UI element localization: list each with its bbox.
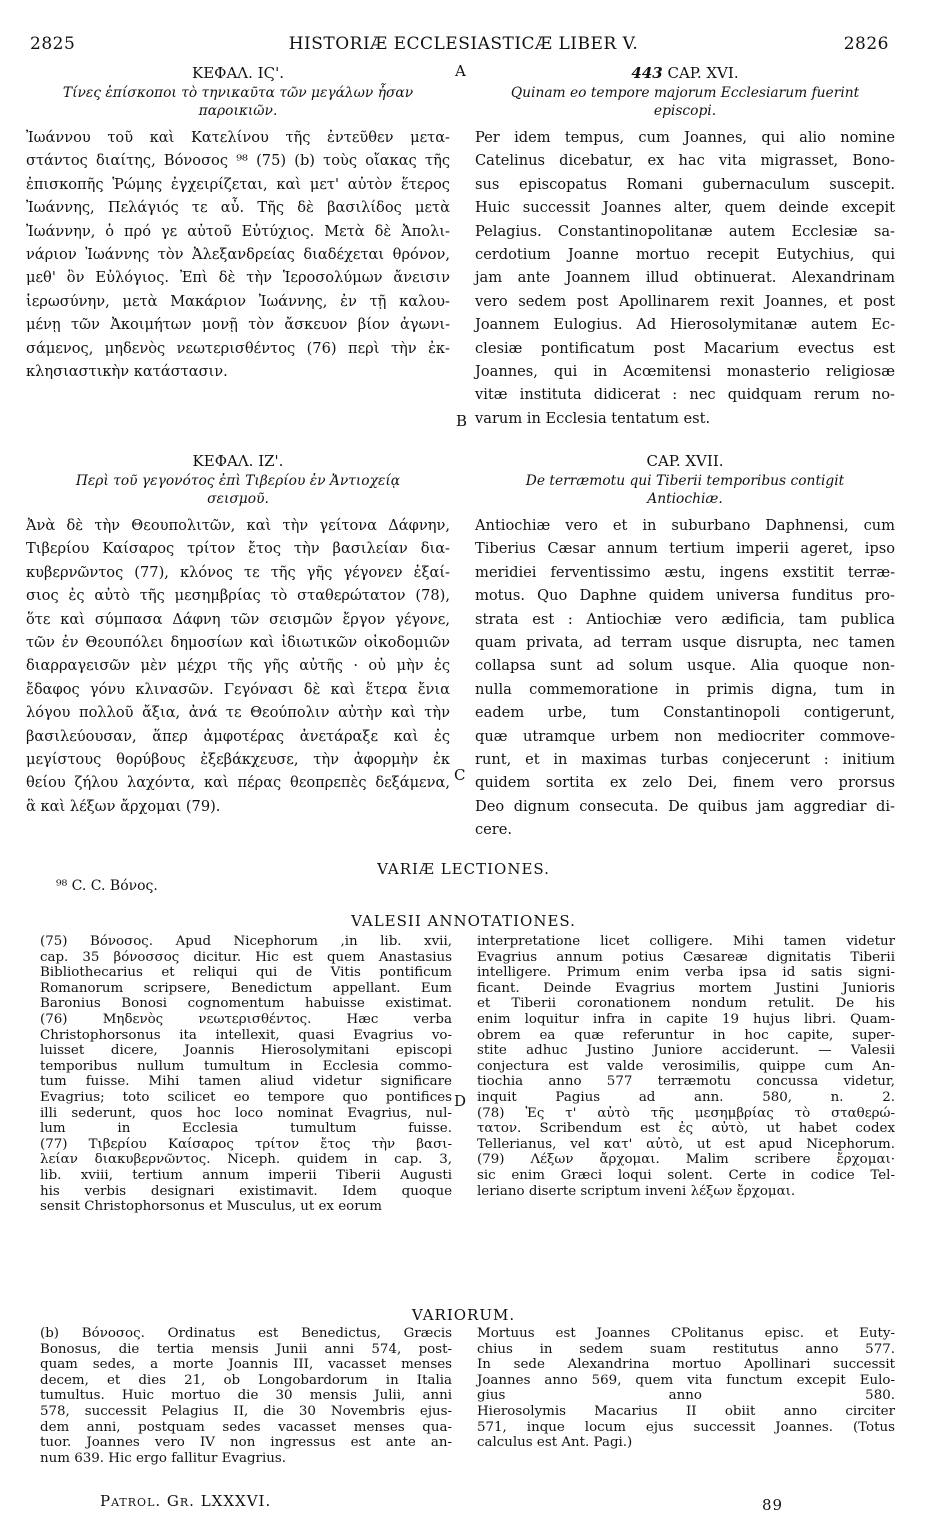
page-number-right: 2826 — [843, 34, 889, 54]
text-line: Pelagius. Constantinopolitanæ autem Ecclesiæ sa- — [475, 222, 895, 240]
annotation-line: (b) Βόνοσος. Ordinatus est Benedictus, Græcis — [40, 1326, 452, 1341]
annotation-line: tiochia anno 577 terræmotu concussa videtur, — [477, 1074, 895, 1090]
text-line: ὅτε καὶ σύμπασα Δάφνη τῶν σεισμῶν ἔργον γέγονε, — [26, 610, 450, 628]
margin-letter-a: A — [455, 62, 466, 80]
text-line: θείου ζήλου λαχόντα, καὶ πέρας θεοπρεπὲς δεξάμενα, — [26, 774, 450, 792]
text-line: quæ utramque urbem non mediocriter commove- — [475, 727, 895, 745]
variorum-right-column — [477, 1326, 895, 1451]
annotation-line: sic enim Græci loqui solent. Certe in codice Tel- — [477, 1167, 895, 1183]
text-line: Ἰωάννου τοῦ καὶ Κατελίνου τῆς ἐντεῦθεν μετα- — [26, 129, 450, 146]
valesii-right-column — [477, 934, 895, 1199]
annotation-line: quam sedes, a morte Joannis III, vacasset menses — [40, 1357, 452, 1373]
annotation-line: enim loquitur infra in capite 19 hujus libri. Quam- — [477, 1011, 895, 1027]
text-line: eadem urbe, tum Constantinopoli contigerunt, — [475, 704, 895, 722]
valesii-left-column — [40, 934, 452, 1215]
cap17-greek-heading: ΚΕΦΑΛ. ΙΖ'. — [192, 452, 284, 470]
text-line: νάριον Ἰωάννης τὸν Ἀλεξανδρείας διαδέχεται θρόνον, — [26, 246, 450, 264]
text-line: sus episcopatus Romani gubernaculum suscepit. — [475, 175, 895, 193]
margin-letter-b: B — [456, 412, 468, 430]
text-line: Per idem tempus, cum Joannes, qui alio nomine — [475, 129, 895, 146]
text-line: Catelinus dicebatur, ex hac vita migrasset, Bono- — [475, 152, 895, 170]
annotation-line: interpretatione licet colligere. Mihi tamen videtur — [477, 934, 895, 949]
text-line: ἔδαφος γόνυ κλινασῶν. Γεγόνασι δὲ καὶ ἕτερα ἔνια — [26, 680, 450, 698]
text-line: σάμενος, μηδενὸς νεωτερισθέντος (76) περὶ τὴν ἐκ- — [26, 339, 450, 357]
annotation-line: Tellerianus, vel κατ' αὐτὸ, ut est apud Nicephorum. — [477, 1136, 895, 1152]
cap17-greek-subtitle-2: σεισμοῦ. — [207, 491, 269, 507]
text-line: μεγίστους θορύβους ἐξεβάκχευσε, τὴν ἀφορμὴν ἐκ — [26, 751, 450, 769]
annotation-line: temporibus nullum tumultum in Ecclesia commo- — [40, 1058, 452, 1074]
cap16-latin-subtitle-2: episcopi. — [653, 103, 717, 119]
text-line: Ἀνὰ δὲ τὴν Θεουπολιτῶν, καὶ τὴν γείτονα Δάφνην, — [26, 517, 450, 534]
text-line: vero sedem post Apollinarem rexit Joannes, et post — [475, 292, 895, 310]
text-line: τῶν ἐν Θεουπόλει δημοσίων καὶ ἰδιωτικῶν οἰκοδομιῶν — [26, 634, 450, 652]
annotation-line: luisset dicere, Joannis Hierosolymitani episcopi — [40, 1043, 452, 1059]
cap16-greek-text — [26, 126, 450, 383]
cap17-latin-subtitle-1: De terræmotu qui Tiberii temporibus contigit — [525, 473, 845, 489]
annotation-line: 578, successit Pelagius II, die 30 Novembris ejus- — [40, 1403, 452, 1419]
text-line: clesiæ pontificatum post Macarium evectus est — [475, 339, 895, 357]
annotation-line: (75) Βόνοσος. Apud Nicephorum ,in lib. xvii, — [40, 934, 452, 949]
annotation-line: τατον. Scribendum est ἐς αὐτὸ, ut habet codex — [477, 1121, 895, 1137]
text-line: ἱερωσύνην, μετὰ Μακάριον Ἰωάννης, ἐν τῇ καλου- — [26, 292, 450, 310]
cap17-greek-column — [26, 450, 450, 818]
text-line: διαρραγεισῶν μὲν μέχρι τῆς γῆς αὐτῆς · οὐ μὴν ἐς — [26, 657, 450, 675]
text-line: jam ante Joannem illud obtinuerat. Alexandrinam — [475, 269, 895, 287]
text-line: strata est : Antiochiæ vero ædificia, tam publica — [475, 610, 895, 628]
annotation-line: num 639. Hic ergo fallitur Evagrius. — [40, 1450, 286, 1466]
text-line: Joannes, qui in Acœmitensi monasterio religiosæ — [475, 363, 895, 381]
annotation-line: stite adhuc Justino Juniore acciderunt. — Valesii — [477, 1043, 895, 1059]
annotation-line: Bibliothecarius et reliqui qui de Vitis pontificum — [40, 965, 452, 981]
variorum-title: VARIORUM. — [411, 1306, 516, 1324]
annotation-line: inquit Pagius ad ann. 580, n. 2. — [477, 1089, 895, 1105]
text-line: μένῃ τῶν Ἀκοιμήτων μονῇ τὸν ἄσκευον βίον ἀγωνι- — [26, 316, 450, 334]
text-line: κλησιαστικὴν κατάστασιν. — [26, 363, 228, 381]
annotation-line: (78) Ἐς τ' αὐτὸ τῆς μεσημβρίας τὸ σταθερώ- — [477, 1105, 895, 1121]
margin-letter-c: C — [454, 766, 466, 784]
cap16-latin-heading — [475, 62, 895, 84]
page-number-left: 2825 — [30, 34, 76, 54]
text-line: κυβερνῶντος (77), κλόνος τε τῆς γῆς γέγονεν ἐξαί- — [26, 563, 450, 581]
annotation-line: Joannes anno 569, quem vita functum excepit Eulo- — [477, 1372, 895, 1388]
annotation-line: Christophorsonus ita intellexit, quasi Evagrius vo- — [40, 1027, 452, 1043]
annotation-line: Baronius Bonosi cognomentum habuisse existimat. — [40, 996, 452, 1012]
cap16-latin-subtitle-1: Quinam eo tempore majorum Ecclesiarum fuerint — [510, 85, 860, 101]
cap17-latin-subtitle-2: Antiochiæ. — [647, 491, 723, 507]
annotation-line: obrem ea quæ referuntur in hoc capite, super- — [477, 1027, 895, 1043]
margin-letter-d: D — [454, 1092, 467, 1110]
cap16-latin-text — [475, 126, 895, 430]
annotation-line: Bonosus, die tertia mensis Junii anni 574, post- — [40, 1341, 452, 1357]
text-line: Τιβερίου Καίσαρος τρίτον ἔτος τὴν βασιλείαν δια- — [26, 540, 450, 558]
annotation-line: tuor. Joannes vero IV non ingressus est ante an- — [40, 1435, 452, 1451]
annotation-line: (77) Τιβερίου Καίσαρος τρίτον ἔτος τὴν βασι- — [40, 1136, 452, 1152]
variae-lectiones-title: VARIÆ LECTIONES. — [377, 860, 550, 878]
annotation-line: dem anni, postquam sedes vacasset menses qua- — [40, 1419, 452, 1435]
text-line: Ἰωάννης, Πελάγιός τε αὖ. Τῆς δὲ βασιλίδος μετὰ — [26, 199, 450, 217]
cap16-greek-heading: ΚΕΦΑΛ. ΙϚ'. — [192, 64, 284, 82]
annotation-line: λείαν διακυβερνῶντος. Niceph. quidem in cap. 3, — [40, 1152, 452, 1168]
text-line: Joannem Eulogius. Ad Hierosolymitanæ autem Ec- — [475, 316, 895, 334]
cap17-greek-subtitle-1: Περὶ τοῦ γεγονότος ἐπὶ Τιβερίου ἐν Ἀντιοχείᾳ — [75, 473, 401, 489]
footer-series: Patrol. Gr. LXXXVI. — [100, 1492, 272, 1510]
footer-signature: 89 — [762, 1496, 784, 1514]
annotation-line: decem, et dies 21, ob Longobardorum in Italia — [40, 1372, 452, 1388]
cap16-latin-heading-text: CAP. XVI. — [667, 64, 739, 82]
text-line: σιος ἐς αὐτὸ τῆς μεσημβρίας τὸ σταθερώτατον (78), — [26, 587, 450, 605]
text-line: Deo dignum consecuta. De quibus jam aggrediar di- — [475, 797, 895, 815]
text-line: βασιλεύουσαν, ἅπερ ἀμφοτέρας ἀνετάραξε καὶ ἐς — [26, 727, 450, 745]
annotation-line: lib. xviii, tertium annum imperii Tiberii Augusti — [40, 1167, 452, 1183]
annotation-line: Evagrius annum potius Cæsareæ dignitatis Tiberii — [477, 949, 895, 965]
annotation-line: his verbis designari existimavit. Idem quoque — [40, 1183, 452, 1199]
annotation-line: tum fuisse. Mihi tamen aliud videtur significare — [40, 1074, 452, 1090]
annotation-line: Romanorum scripsere, Benedictum appellant. Eum — [40, 980, 452, 996]
text-line: varum in Ecclesia tentatum est. — [475, 409, 711, 427]
cap17-latin-heading: CAP. XVII. — [646, 452, 724, 470]
annotation-line: Evagrius; toto scilicet eo tempore quo pontifices — [40, 1089, 452, 1105]
annotation-line: ficant. Deinde Evagrius mortem Justini Junioris — [477, 980, 895, 996]
text-line: ἐπισκοπῆς Ῥώμης ἐγχειρίζεται, καὶ μετ' αὐτὸν ἕτερος — [26, 175, 450, 193]
annotation-line: illi sederunt, quos hoc loco nominat Evagrius, nul- — [40, 1105, 452, 1121]
annotation-line: intelligere. Primum enim verba ipsa id satis signi- — [477, 965, 895, 981]
annotation-line: leriano diserte scriptum inveni λέξων ἔρχομαι. — [477, 1183, 796, 1199]
text-line: λόγου πολλοῦ ἄξια, ἀνά τε Θεούπολιν αὐτὴν καὶ τὴν — [26, 704, 450, 722]
text-line: quidem sortita ex zelo Dei, finem vero prorsus — [475, 774, 895, 792]
cap16-column-number: 443 — [631, 64, 663, 82]
annotation-line: calculus est Ant. Pagi.) — [477, 1435, 633, 1451]
cap16-greek-column — [26, 62, 450, 383]
text-line: cere. — [475, 821, 513, 839]
cap16-latin-column — [475, 62, 895, 430]
text-line: Antiochiæ vero et in suburbano Daphnensi, cum — [475, 517, 895, 534]
running-title: HISTORIÆ ECCLESIASTICÆ LIBER V. — [288, 34, 639, 54]
annotation-line: lum in Ecclesia tumultum fuisse. — [40, 1121, 452, 1137]
annotation-line: sensit Christophorsonus et Musculus, ut ex eorum — [40, 1199, 382, 1215]
annotation-line: conjectura est valde verosimilis, quippe cum An- — [477, 1058, 895, 1074]
annotation-line: (76) Μηδενὸς νεωτερισθέντος. Hæc verba — [40, 1011, 452, 1027]
text-line: Ἰωάννην, ὁ πρό γε αὐτοῦ Εὐτύχιος. Μετὰ δὲ Ἀπολι- — [26, 222, 450, 240]
cap17-greek-text — [26, 514, 450, 818]
annotation-line: chius in sedem suam restitutus anno 577. — [477, 1341, 895, 1357]
annotation-line: cap. 35 βόνοσσος dicitur. Hic est quem Anastasius — [40, 949, 452, 965]
text-line: Huic successit Joannes alter, quem deinde excepit — [475, 199, 895, 217]
text-line: μεθ' ὃν Εὐλόγιος. Ἐπὶ δὲ τὴν Ἱεροσολύμων ἄνεισιν — [26, 269, 450, 287]
variorum-left-column — [40, 1326, 452, 1466]
cap17-latin-text — [475, 514, 895, 842]
text-line: Tiberius Cæsar annum tertium imperii ageret, ipso — [475, 540, 895, 558]
valesii-annotationes-title: VALESII ANNOTATIONES. — [351, 912, 576, 930]
annotation-line: gius anno 580. — [477, 1388, 895, 1404]
cap16-greek-subtitle-2: παροικιῶν. — [198, 103, 278, 119]
text-line: στάντος διαίτης, Βόνοσος ⁹⁸ (75) (b) τοὺς οἴακας τῆς — [26, 152, 450, 170]
text-line: collapsa sunt ad solum usque. Alia quoque non- — [475, 657, 895, 675]
text-line: vitæ instituta didicerat : nec quidquam rerum no- — [475, 386, 895, 404]
text-line: quam privata, ad terram usque disrupta, nec tamen — [475, 634, 895, 652]
cap17-latin-column — [475, 450, 895, 842]
variant-note: ⁹⁸ C. C. Βόνος. — [56, 878, 158, 894]
annotation-line: 571, inque locum ejus successit Joannes. (Totus — [477, 1419, 895, 1435]
text-line: cerdotium Joanne mortuo recepit Eutychius, qui — [475, 246, 895, 264]
text-line: motus. Quo Daphne quidem universa funditus pro- — [475, 587, 895, 605]
annotation-line: et Tiberii coronationem nondum retulit. De his — [477, 996, 895, 1012]
text-line: runt, et in maximas turbas conjecerunt : initium — [475, 751, 895, 769]
text-line: nulla commemoratione in primis digna, tum in — [475, 680, 895, 698]
annotation-line: tumultus. Huic mortuo die 30 mensis Julii, anni — [40, 1388, 452, 1404]
text-line: meridiei ferventissimo æstu, ingens exstitit terræ- — [475, 563, 895, 581]
annotation-line: Hierosolymis Macarius II obiit anno circiter — [477, 1403, 895, 1419]
annotation-line: (79) Λέξων ἄρχομαι. Malim scribere ἔρχομαι· — [477, 1152, 895, 1168]
annotation-line: Mortuus est Joannes CPolitanus episc. et Euty- — [477, 1326, 895, 1341]
annotation-line: In sede Alexandrina mortuo Apollinari successit — [477, 1357, 895, 1373]
cap16-greek-subtitle-1: Τίνες ἐπίσκοποι τὸ τηνικαῦτα τῶν μεγάλων ἦσαν — [62, 85, 414, 101]
text-line: ἃ καὶ λέξων ἄρχομαι (79). — [26, 797, 221, 815]
